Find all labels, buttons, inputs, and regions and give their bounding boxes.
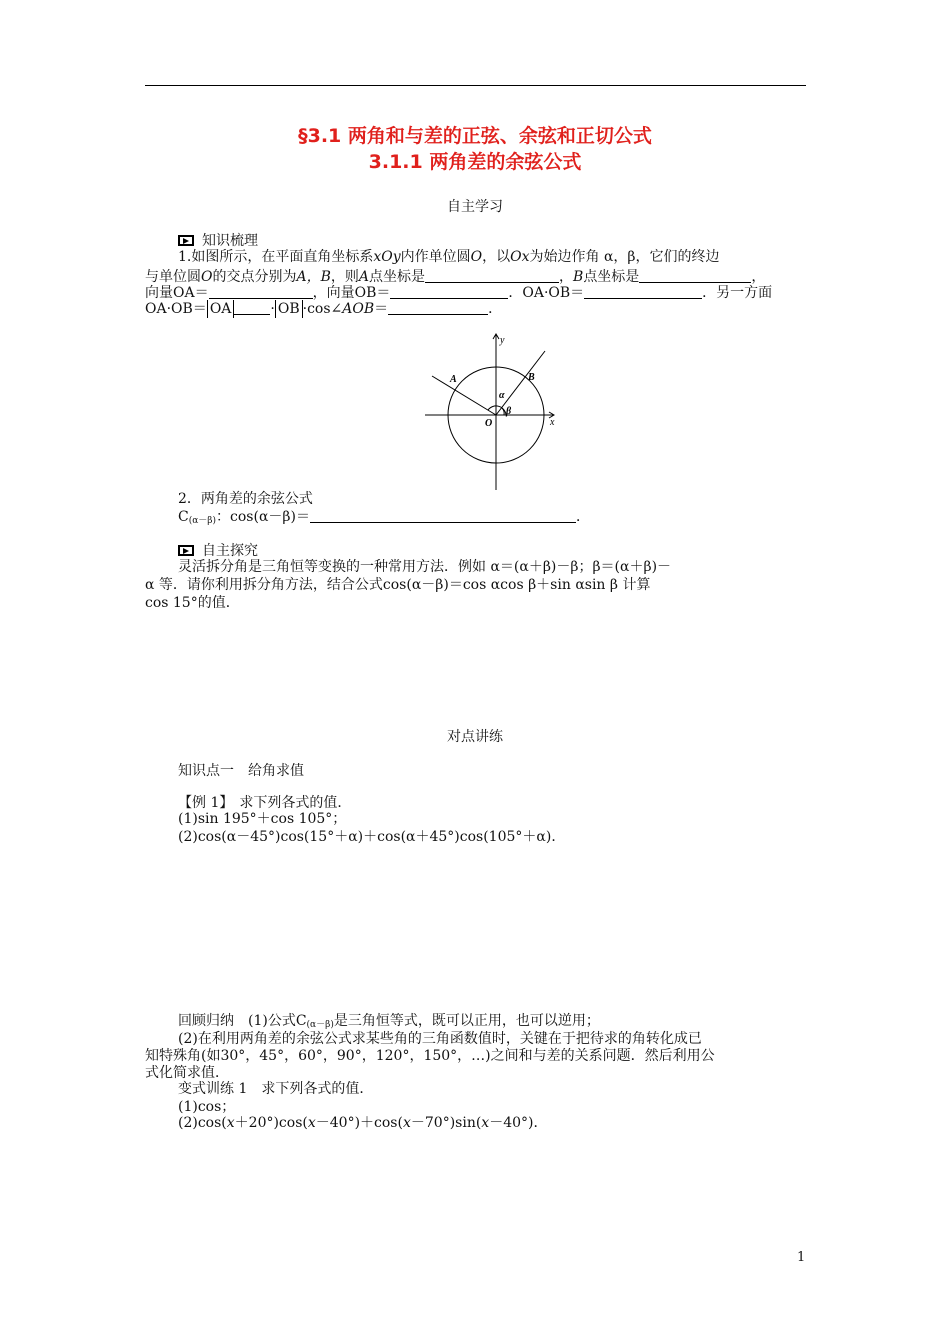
header-rule — [145, 85, 806, 86]
ob-magnitude: OB — [275, 300, 303, 318]
item2-formula — [178, 508, 590, 530]
item1-line1 — [178, 248, 720, 266]
x-symbol: x — [307, 1115, 316, 1131]
blank-cos-aob[interactable] — [388, 300, 488, 315]
explore-line1: 灵活拆分角是三角恒等变换的一种常用方法．例如 α＝(α＋β)－β；β＝(α＋β)－ — [178, 559, 672, 575]
label-y: y — [500, 335, 505, 346]
text: 点坐标是 — [369, 269, 426, 285]
page-subtitle: 3.1.1 两角差的余弦公式 — [368, 151, 582, 173]
text: (2)cos( — [178, 1115, 227, 1131]
text: －40°)． — [489, 1115, 548, 1131]
text: · — [270, 301, 275, 317]
label-beta: β — [506, 406, 512, 417]
subscript: (α－β) — [188, 516, 217, 526]
play-marker-icon — [178, 545, 194, 556]
play-marker-icon — [178, 235, 194, 246]
explore-line2: α 等．请你利用拆分角方法，结合公式cos(α－β)＝cos αcos β＋sin αsin β 计算 — [145, 577, 651, 593]
subscript: (α－β) — [306, 1020, 334, 1030]
terminal-side-a — [432, 376, 496, 415]
ab-symbols: A，B — [296, 269, 331, 285]
example-text: 求下列各式的值． — [239, 795, 352, 811]
unit-circle-figure — [420, 330, 562, 492]
variant-q2 — [178, 1114, 547, 1132]
review-line2: (2)在利用两角差的余弦公式求某些角的三角函数值时，关键在于把待求的角转化成已 — [178, 1031, 702, 1047]
text: OA·OB＝ — [145, 301, 207, 317]
oa-magnitude: OA — [207, 300, 235, 318]
text: ．另一方面 — [702, 285, 773, 301]
aob-symbol: AOB — [342, 301, 375, 317]
page-number: 1 — [797, 1250, 806, 1265]
section-label-practice: 对点讲练 — [447, 729, 503, 745]
page-title: §3.1 两角和与差的正弦、余弦和正切公式 — [298, 125, 652, 147]
blank-vector-ob[interactable] — [390, 284, 508, 299]
b-symbol: B — [573, 269, 584, 285]
label-point-b: B — [528, 372, 535, 383]
text: ·cos∠ — [302, 301, 343, 317]
x-symbol: x — [481, 1115, 490, 1131]
blank-oa-mag[interactable] — [234, 300, 270, 315]
section-label-self-study: 自主学习 — [447, 199, 503, 215]
text: ，向量OB＝ — [312, 285, 391, 301]
text: 回顾归纳 (1)公式C — [178, 1013, 307, 1029]
ox-symbol: Ox — [510, 249, 530, 265]
text: 1.如图所示，在平面直角坐标系 — [178, 249, 374, 265]
text: 点坐标是 — [583, 269, 640, 285]
knowledge-heading-text: 知识梳理 — [202, 233, 258, 249]
text: 与单位圆 — [145, 269, 201, 285]
label-origin: O — [485, 418, 493, 429]
example-q1: (1)sin 195°＋cos 105°； — [178, 811, 347, 827]
text: C — [178, 509, 189, 525]
text: 内作单位圆 — [400, 249, 471, 265]
blank-b-coord[interactable] — [639, 268, 751, 283]
text: －40°)＋cos( — [315, 1115, 403, 1131]
item2-title: 2．两角差的余弦公式 — [178, 491, 313, 507]
label-x: x — [550, 417, 555, 428]
terminal-side-b — [496, 351, 545, 415]
variant-q1: (1)cos； — [178, 1099, 236, 1115]
text: ．OA·OB＝ — [508, 285, 585, 301]
o-symbol: O — [201, 269, 213, 285]
text: ，则 — [330, 269, 359, 285]
review-line4: 式化简求值． — [145, 1065, 229, 1081]
text: ：cos(α－β)＝ — [216, 509, 310, 525]
item1-line4 — [145, 300, 502, 318]
text: 是三角恒等式，既可以正用，也可以逆用； — [333, 1013, 600, 1029]
explore-line3: cos 15°的值． — [145, 595, 240, 611]
x-symbol: x — [226, 1115, 235, 1131]
xoy-symbol: xOy — [373, 249, 401, 265]
label-alpha: α — [499, 390, 505, 401]
blank-dot-product[interactable] — [584, 284, 702, 299]
text: ． — [575, 509, 590, 525]
example-q2: (2)cos(α－45°)cos(15°＋α)＋cos(α＋45°)cos(105°＋α)． — [178, 829, 566, 845]
item1-line2: 与单位圆O的交点分别为A，B，则A点坐标是 ，B点坐标是 ， — [145, 269, 766, 285]
text: －70°)sin( — [410, 1115, 482, 1131]
blank-a-coord[interactable] — [425, 268, 559, 283]
label-point-a: A — [450, 374, 457, 385]
text: 的交点分别为 — [212, 269, 297, 285]
example-label: 【例 1】 — [178, 795, 234, 811]
o-symbol: O — [470, 249, 483, 265]
knowledge-point-1: 知识点一 给角求值 — [178, 763, 304, 779]
review-line3: 知特殊角(如30°，45°，60°，90°，120°，150°，…)之间和与差的关系问题．然后利用公 — [145, 1048, 715, 1064]
text: ＝ — [374, 301, 389, 317]
variant-label: 变式训练 1 求下列各式的值． — [178, 1081, 374, 1097]
blank-formula[interactable] — [310, 508, 576, 523]
text: ． — [488, 301, 503, 317]
x-symbol: x — [402, 1115, 411, 1131]
text: ＋20°)cos( — [234, 1115, 308, 1131]
text: 向量OA＝ — [145, 285, 209, 301]
text: ，以 — [482, 249, 511, 265]
explore-heading-text: 自主探究 — [202, 543, 258, 559]
a-symbol: A — [358, 269, 370, 285]
blank-vector-oa[interactable] — [209, 284, 313, 299]
text: 为始边作角 α，β，它们的终边 — [529, 249, 720, 265]
